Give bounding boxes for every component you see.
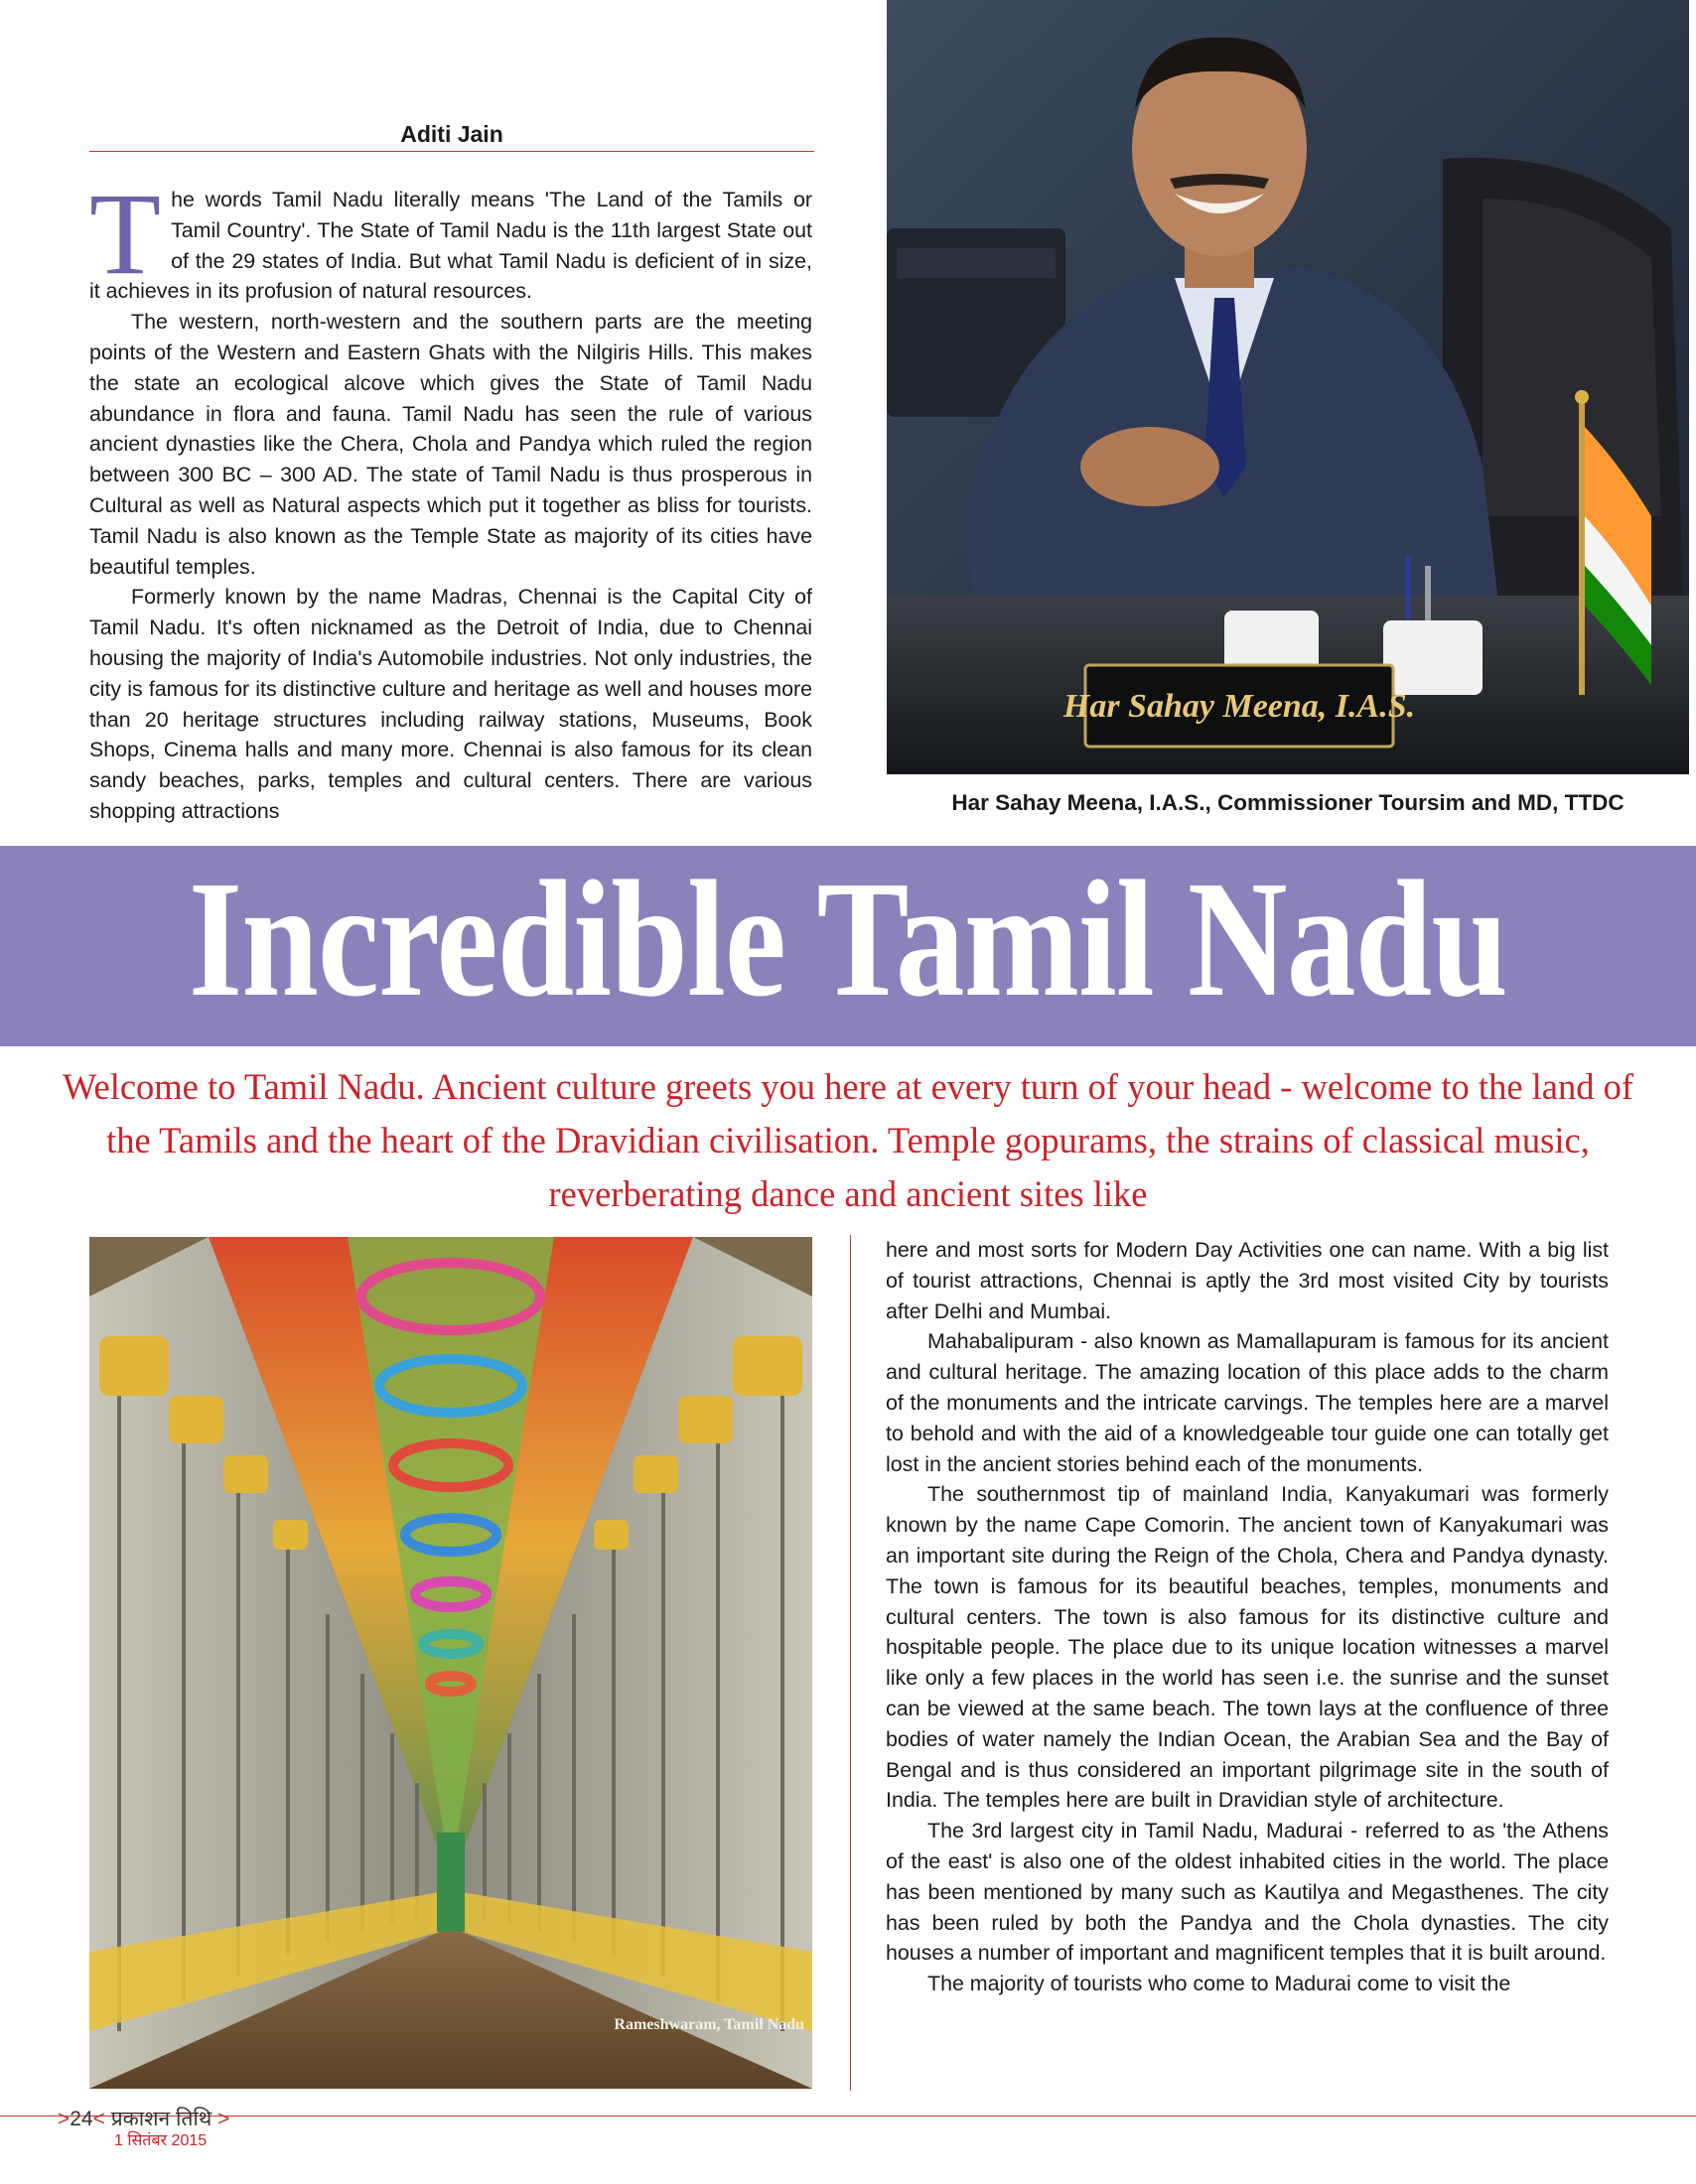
paragraph: Mahabalipuram - also known as Mamallapuram is famous for its ancient and cultural heritage. The amazing location of this place adds to the charm of the monuments and the intricate carvings. The temples here are a marvel to behold and with the aid of a knowledgeable tour guide one can totally get lost in the ancient stories behind each of the monuments.: [886, 1329, 1609, 1476]
article-title: Incredible Tamil Nadu: [188, 847, 1508, 1031]
paragraph: Formerly known by the name Madras, Chennai is the Capital City of Tamil Nadu. It's often nicknamed as the Detroit of India, due to Chennai housing the majority of India's Automobile industries. Not only industries, the city is famous for its distinctive culture and heritage as well and houses more than 20 heritage structures including railway stations, Museums, Book Shops, Cinema halls and many more. Chennai is also famous for its clean sandy beaches, parks, temples and cultural centers. There are various shopping attractions: [89, 585, 812, 823]
byline: Aditi Jain: [400, 121, 503, 147]
column-divider: [850, 1235, 851, 2091]
publication-label: प्रकाशन तिथि: [110, 2108, 212, 2130]
paragraph: The western, north-western and the southern parts are the meeting points of the Western and Eastern Ghats with the Nilgiris Hills. This makes the state an ecological alcove which gives the State of Tamil Nadu abundance in flora and fauna. Tamil Nadu has seen the rule of various ancient dynasties like the Chera, Chola and Pandya which ruled the region between 300 BC – 300 AD. The state of Tamil Nadu is thus prosperous in Cultural as well as Natural aspects which put it together as bliss for tourists. Tamil Nadu is also known as the Temple State as majority of its cities have beautiful temples.: [89, 310, 812, 579]
paragraph: [89, 169, 812, 307]
portrait-photo: [887, 0, 1689, 774]
publication-date: 1 सितंबर 2015: [114, 2132, 208, 2149]
paragraph: The majority of tourists who come to Madurai come to visit the: [927, 1972, 1511, 1996]
intro-text: Welcome to Tamil Nadu. Ancient culture greets you here at every turn of your head - welcome to the land of the Tamils and the heart of the Dravidian civilisation. Temple gopurams, the strains of classical music, reverberating dance and ancient sites like: [62, 1066, 1634, 1214]
portrait-illustration: [887, 0, 1689, 774]
byline-rule: [89, 151, 814, 152]
photo-caption: Har Sahay Meena, I.A.S., Commissioner Toursim and MD, TTDC: [951, 790, 1625, 815]
page-marker-left: >: [58, 2108, 71, 2130]
article-left-column: [89, 169, 812, 827]
paragraph: The southernmost tip of mainland India, Kanyakumari was formerly known by the name Cape Comorin. The ancient town of Kanyakumari was an important site during the Reign of the Chola, Chera and Pandya dynasty. The town is famous for its beautiful beaches, temples, monuments and cultural centers. The town is also famous for its distinctive culture and hospitable people. The place due to its unique location witnesses a marvel like only a few places in the world has seen i.e. the sunrise and the sunset can be viewed at the same beach. The town lays at the confluence of three bodies of water namely the Indian Ocean, the Arabian Sea and the Bay of Bengal and is thus considered an important pilgrimage site in the south of India. The temples here are built in Dravidian style of architecture.: [886, 1482, 1609, 1813]
page-number: 24: [70, 2108, 93, 2130]
page-marker-right: <: [92, 2108, 105, 2130]
nameplate-text: Har Sahay Meena, I.A.S.: [1062, 688, 1416, 725]
paragraph: The 3rd largest city in Tamil Nadu, Madurai - referred to as 'the Athens of the east' is also one of the oldest inhabited cities in the world. The place has been mentioned by many such as Kautilya and Megasthenes. The city has been ruled by both the Pandya and the Chola dynasties. The city houses a number of important and magnificent temples that it is built around.: [886, 1819, 1609, 1966]
drop-cap: T: [89, 169, 162, 299]
temple-caption: Rameshwaram, Tamil Nadu: [614, 2016, 804, 2033]
paragraph: here and most sorts for Modern Day Activities one can name. With a big list of tourist attractions, Chennai is aptly the 3rd most visited City by tourists after Delhi and Mumbai.: [886, 1238, 1609, 1323]
article-right-column: [886, 1235, 1609, 1999]
paragraph-text: he words Tamil Nadu literally means 'The Land of the Tamils or Tamil Country'. The State of Tamil Nadu is the 11th largest State out of the 29 states of India. But what Tamil Nadu is deficient of in size, it achieves in its profusion of natural resources.: [89, 188, 812, 304]
publication-marker: >: [217, 2108, 230, 2130]
temple-corridor-illustration: [89, 1237, 812, 2089]
temple-photo: [89, 1237, 812, 2089]
